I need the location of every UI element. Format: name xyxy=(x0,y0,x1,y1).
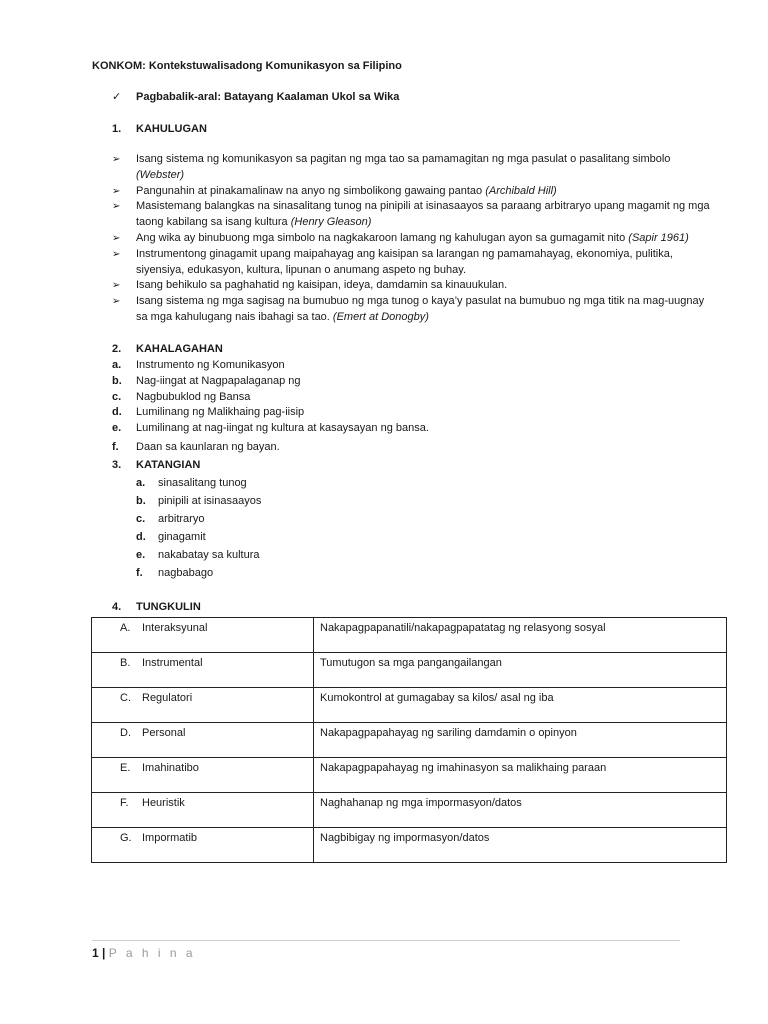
function-description: Nakapagpapahayag ng imahinasyon sa malikhaing paraan xyxy=(314,758,727,793)
list-item xyxy=(112,184,712,200)
item-text: pinipili at isinasaayos xyxy=(158,495,262,507)
kahulugan-list xyxy=(112,152,712,326)
arrow-bullet-icon: ➢ xyxy=(112,280,121,292)
item-text: arbitraryo xyxy=(158,513,205,525)
item-letter: d. xyxy=(136,531,146,543)
definition-body: Isang behikulo sa paghahatid ng kaisipan, ideya, damdamin sa kinauukulan. xyxy=(136,279,508,292)
item-letter: a. xyxy=(112,359,122,371)
row-letter: F. xyxy=(120,797,129,809)
item-letter: c. xyxy=(136,513,146,525)
katangian-list xyxy=(136,474,261,582)
function-name: Heuristik xyxy=(142,797,185,809)
item-text: nakabatay sa kultura xyxy=(158,549,260,561)
section-heading-kahalagahan xyxy=(112,342,223,356)
definition-text xyxy=(136,294,712,326)
page-word: P a h i n a xyxy=(108,946,196,960)
definition-body: Ang wika ay binubuong mga simbolo na nagkakaroon lamang ng kahulugan ayon sa gumagamit nito xyxy=(136,231,629,244)
page-number: 1 | xyxy=(92,946,106,960)
section-title: KATANGIAN xyxy=(136,459,201,471)
definition-body: Masistemang balangkas na sinasalitang tunog na pinipili at isinasaayos sa paraang arbitraryo upang magamit ng mga taong kabilang sa isang kultura xyxy=(136,200,710,229)
function-description: Nakapagpapanatili/nakapagpapatatag ng relasyong sosyal xyxy=(314,618,727,653)
item-letter: c. xyxy=(112,390,122,403)
definition-body: Pangunahin at pinakamalinaw na anyo ng simbolikong gawaing pantao xyxy=(136,184,486,197)
row-letter: A. xyxy=(120,622,131,634)
table-row xyxy=(92,618,727,653)
list-item xyxy=(112,199,712,231)
arrow-bullet-icon: ➢ xyxy=(112,201,121,213)
function-name-cell xyxy=(92,688,314,723)
definition-text xyxy=(136,231,712,247)
function-name-cell xyxy=(92,723,314,758)
row-letter: C. xyxy=(120,692,131,704)
item-letter: f. xyxy=(136,567,143,579)
arrow-bullet-icon: ➢ xyxy=(112,154,121,165)
section-number: 3. xyxy=(112,459,122,471)
table-row xyxy=(92,793,727,828)
row-letter: D. xyxy=(120,727,131,739)
item-text: Lumilinang at nag-iingat ng kultura at kasaysayan ng bansa. xyxy=(136,422,429,435)
section-number: 2. xyxy=(112,343,122,355)
list-item xyxy=(136,546,261,564)
item-letter: e. xyxy=(112,422,122,435)
item-letter: f. xyxy=(112,440,119,453)
list-item xyxy=(112,390,429,406)
function-name: Interaksyunal xyxy=(142,622,208,634)
definition-text xyxy=(136,247,712,279)
item-text: Instrumento ng Komunikasyon xyxy=(136,359,285,371)
function-name: Imahinatibo xyxy=(142,762,199,774)
arrow-bullet-icon: ➢ xyxy=(112,248,121,260)
check-icon: ✓ xyxy=(112,91,122,103)
function-name-cell xyxy=(92,828,314,863)
item-letter: e. xyxy=(136,549,146,561)
review-label: Pagbabalik-aral: Batayang Kaalaman Ukol sa Wika xyxy=(136,91,400,103)
arrow-bullet-icon: ➢ xyxy=(112,232,121,244)
definition-text xyxy=(136,152,712,184)
document-title: KONKOM: Kontekstuwalisadong Komunikasyon sa Filipino xyxy=(92,60,402,72)
table-row xyxy=(92,653,727,688)
definition-text xyxy=(136,184,712,200)
list-item xyxy=(112,294,712,326)
row-letter: B. xyxy=(120,657,131,669)
kahalagahan-list xyxy=(112,358,429,456)
list-item xyxy=(112,358,429,374)
item-text: Nag-iingat at Nagpapalaganap ng xyxy=(136,374,301,387)
function-name-cell xyxy=(92,758,314,793)
table-row xyxy=(92,723,727,758)
definition-body: Instrumentong ginagamit upang maipahayag ang kaisipan sa larangan ng pamamahayag, ekonomiya, pulitika, siyensiya, edukasyon, kultura, lipunan o anumang aspeto ng buhay. xyxy=(136,247,673,276)
definition-source: (Henry Gleason) xyxy=(290,216,372,229)
list-item xyxy=(112,278,712,294)
item-text: nagbabago xyxy=(158,567,214,579)
definition-source: (Emert at Donogby) xyxy=(332,310,429,323)
definition-body: Isang sistema ng mga sagisag na bumubuo ng mga tunog o kaya’y pasulat na bumubuo ng mga titik na mag-uugnay sa mga kahulugang nais ibahagi sa tao. xyxy=(136,295,705,323)
item-letter: a. xyxy=(136,477,146,489)
list-item xyxy=(112,405,429,421)
definition-source: (Sapir 1961) xyxy=(628,231,689,244)
list-item xyxy=(112,231,712,247)
item-letter: b. xyxy=(136,495,146,507)
function-description: Nakapagpapahayag ng sariling damdamin o opinyon xyxy=(314,723,727,758)
table-row xyxy=(92,758,727,793)
list-item xyxy=(112,421,429,437)
item-text: Nagbubuklod ng Bansa xyxy=(136,390,251,403)
item-text: sinasalitang tunog xyxy=(158,477,247,489)
function-description: Nagbibigay ng impormasyon/datos xyxy=(314,828,727,863)
list-item xyxy=(112,152,712,184)
definition-text xyxy=(136,278,712,294)
section-heading-kahulugan xyxy=(112,122,207,136)
list-item xyxy=(136,510,261,528)
table-row xyxy=(92,828,727,863)
list-item xyxy=(136,492,261,510)
arrow-bullet-icon: ➢ xyxy=(112,185,121,197)
item-letter: d. xyxy=(112,406,122,419)
page-footer xyxy=(92,946,196,962)
section-title: TUNGKULIN xyxy=(136,601,201,613)
item-text: ginagamit xyxy=(158,531,206,543)
function-name-cell xyxy=(92,793,314,828)
list-item xyxy=(112,374,429,390)
row-letter: E. xyxy=(120,762,131,774)
list-item xyxy=(112,247,712,279)
function-name: Personal xyxy=(142,727,186,739)
list-item xyxy=(136,474,261,492)
row-letter: G. xyxy=(120,832,132,844)
definition-body: Isang sistema ng komunikasyon sa pagitan ng mga tao sa pamamagitan ng mga pasulat o pasalitang simbolo xyxy=(136,153,671,165)
function-name: Regulatori xyxy=(142,692,193,704)
definition-source: (Webster) xyxy=(136,168,185,181)
section-number: 1. xyxy=(112,123,122,135)
section-title: KAHULUGAN xyxy=(136,123,207,135)
section-heading-tungkulin xyxy=(112,600,201,614)
item-text: Lumilinang ng Malikhaing pag-iisip xyxy=(136,406,305,419)
definition-source: (Archibald Hill) xyxy=(485,184,557,197)
function-description: Tumutugon sa mga pangangailangan xyxy=(314,653,727,688)
tungkulin-table xyxy=(91,617,727,863)
list-item xyxy=(112,440,429,456)
list-item xyxy=(136,528,261,546)
function-name-cell xyxy=(92,618,314,653)
function-description: Naghahanap ng mga impormasyon/datos xyxy=(314,793,727,828)
review-heading xyxy=(112,90,399,104)
section-number: 4. xyxy=(112,601,122,613)
function-name: Instrumental xyxy=(142,657,203,669)
function-name-cell xyxy=(92,653,314,688)
table-row xyxy=(92,688,727,723)
footer-divider xyxy=(92,940,680,941)
function-name: Impormatib xyxy=(142,832,198,844)
arrow-bullet-icon: ➢ xyxy=(112,296,121,308)
function-description: Kumokontrol at gumagabay sa kilos/ asal ng iba xyxy=(314,688,727,723)
section-title: KAHALAGAHAN xyxy=(136,343,223,355)
item-text: Daan sa kaunlaran ng bayan. xyxy=(136,440,280,453)
item-letter: b. xyxy=(112,374,122,387)
list-item xyxy=(136,564,261,582)
definition-text xyxy=(136,199,712,231)
section-heading-katangian xyxy=(112,458,200,472)
